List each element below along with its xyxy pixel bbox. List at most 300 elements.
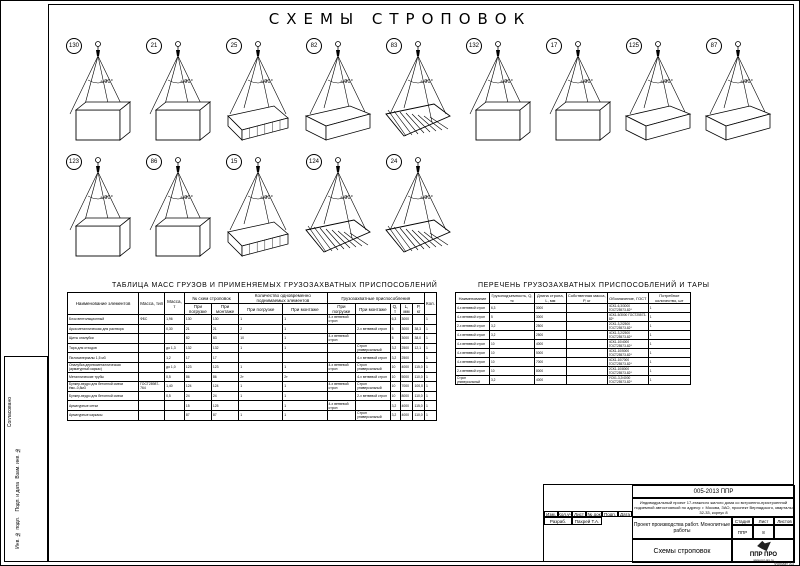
sling-diagram-123 [60, 152, 136, 264]
table-cell: 82 [184, 334, 211, 344]
table-cell: 1 [648, 304, 690, 313]
sheet-name: Схемы строповок [632, 539, 732, 563]
table-cell: 2т [283, 372, 327, 382]
table-cell: 4-х ветвевой строп [456, 340, 490, 349]
table-cell: 3,2 [490, 331, 535, 340]
table-cell: 2 [239, 324, 283, 334]
table-header-cell: Масса, т [165, 293, 185, 315]
svg-text:≈90°: ≈90° [580, 79, 594, 85]
diagram-number: 87 [706, 38, 722, 54]
table-cell: 1 [239, 391, 283, 401]
table-row [68, 391, 437, 401]
table-header-cell: Грузоподъемность, Q, тс [490, 293, 535, 304]
table-subheader-cell: L, мм [400, 304, 413, 315]
col-date: Дата [618, 511, 632, 517]
table-row [456, 349, 691, 358]
svg-text:≈90°: ≈90° [420, 79, 434, 85]
table-cell: 5 [490, 313, 535, 322]
table-cell: 10 [390, 372, 400, 382]
table-cell: 1 [239, 410, 283, 420]
table-row [68, 324, 437, 334]
table-cell: 1 [424, 343, 436, 353]
table-cell: Арматурные сетки [68, 401, 139, 411]
format-label: Формат А3 [773, 561, 794, 566]
company-logo-icon [755, 540, 773, 552]
company-site: www.ppr-pro.ru [753, 558, 774, 562]
table-header-cell: Собственная масса, P, кг [567, 293, 606, 303]
table-cell: 1 [424, 391, 436, 401]
table-header-cell: Наименование элементов [68, 293, 139, 315]
table-cell: 2500 [400, 353, 413, 363]
title-block [543, 484, 794, 562]
table-cell: 110,0 [413, 372, 425, 382]
table-cell: 124 [211, 382, 238, 392]
table-cell: 2СК1-3,2/2500 ГОСТ25573-82* [607, 322, 648, 331]
doc-code: 005-2013 ППР [632, 485, 795, 498]
table-cell [566, 349, 607, 358]
table-cell: 1 [283, 324, 327, 334]
table-header-cell: Кол. [424, 293, 436, 315]
svg-text:≈90°: ≈90° [100, 79, 114, 85]
table-cell: 1 [424, 401, 436, 411]
sling-diagram-82 [300, 36, 376, 148]
company-logo [732, 539, 795, 563]
table-cell: 4СК1-6,3/3000 ГОСТ25573-82* [607, 304, 648, 313]
table-row [456, 331, 691, 340]
table-cell: 4-х ветвевой строп [456, 358, 490, 367]
table-cell: 1 [648, 313, 690, 322]
table-header-cell: Количество одновременно поднимаемых элементов [239, 293, 327, 304]
table-cell: 110,0 [413, 391, 425, 401]
table-subheader-cell: При погрузке [239, 304, 283, 315]
project-description: Индивидуальный проект 17-этажного жилого дома со встроенно-пристроенной подземной автостоянкой по адресу: г. Москва, ЗАО, проспект Вернадского, кварталы 32-33, корпус 8 [632, 498, 795, 517]
table-cell: Строп универсальный [356, 343, 390, 353]
diagram-number: 24 [386, 154, 402, 170]
sling-diagram-86 [140, 152, 216, 264]
table-cell: 1 [283, 410, 327, 420]
table-cell: 3,2 [390, 410, 400, 420]
table-cell: 0,30 [165, 324, 185, 334]
table-cell [139, 334, 165, 344]
table-cell: 24 [184, 391, 211, 401]
equipment-table [455, 292, 691, 385]
table-cell: 10 [490, 349, 535, 358]
svg-text:≈90°: ≈90° [420, 195, 434, 201]
table-cell: 10 [490, 340, 535, 349]
table-cell: 3,2 [490, 376, 535, 385]
table-cell [139, 362, 165, 372]
table-cell: 17 [184, 353, 211, 363]
left-approval-strip [4, 356, 48, 562]
table-cell [139, 401, 165, 411]
diagram-number: 25 [226, 38, 242, 54]
table-cell [356, 315, 390, 325]
table-row [68, 334, 437, 344]
table-cell: 2500 [400, 343, 413, 353]
table-cell: 24 [211, 391, 238, 401]
table-cell [327, 410, 356, 420]
diagram-number: 86 [146, 154, 162, 170]
table-subheader-cell: P, кг [413, 304, 425, 315]
table-cell: 1 [648, 349, 690, 358]
sling-diagram-125 [620, 36, 696, 148]
table-cell: 1,40 [165, 382, 185, 392]
table-row [68, 382, 437, 392]
table-cell [139, 391, 165, 401]
table-row [456, 367, 691, 376]
table-cell: 1 [283, 391, 327, 401]
table-subheader-cell: При погрузке [327, 304, 356, 315]
sheet-value: 8 [753, 525, 774, 539]
table-cell [139, 353, 165, 363]
table-cell [566, 331, 607, 340]
table-cell: 4-х ветвевой строп [456, 304, 490, 313]
table-cell: 4СК1-10/4000 ГОСТ25573-82* [607, 340, 648, 349]
company-name: ППР ПРО [749, 552, 778, 558]
sling-diagram-21 [140, 36, 216, 148]
table-cell: 5000 [535, 349, 567, 358]
table-row [68, 353, 437, 363]
table-cell [327, 324, 356, 334]
col-sheet: Лист [572, 511, 586, 517]
svg-text:≈90°: ≈90° [500, 79, 514, 85]
table-row [456, 340, 691, 349]
diagram-number: 124 [306, 154, 322, 170]
table-cell: 3,2 [390, 353, 400, 363]
table-cell: до 1,3 [165, 343, 185, 353]
diagram-number: 15 [226, 154, 242, 170]
table-cell: до 1,0 [165, 362, 185, 372]
table-cell: 2-х ветвевой строп [356, 324, 390, 334]
table-row [68, 372, 437, 382]
table-cell: УСК1-3,2/4000 ГОСТ25573-82* [607, 376, 648, 385]
svg-text:≈90°: ≈90° [100, 195, 114, 201]
table-cell: Строп универсальный [356, 410, 390, 420]
table-cell: Арматурные каркасы [68, 410, 139, 420]
table-cell: 4-х ветвевой строп [327, 334, 356, 344]
table-cell: 1 [424, 372, 436, 382]
col-rev: Изм. [544, 511, 558, 517]
diagram-number: 123 [66, 154, 82, 170]
sheets-value [774, 525, 795, 539]
table-cell: 1 [648, 376, 690, 385]
table-header-cell: Длина стропа, L, мм [535, 293, 567, 304]
sling-diagram-132 [460, 36, 536, 148]
table-cell: 0,5 [165, 391, 185, 401]
table-row [456, 358, 691, 367]
table-cell: 3,2 [390, 401, 400, 411]
svg-text:≈90°: ≈90° [660, 79, 674, 85]
sling-diagram-87 [700, 36, 776, 148]
diagram-number: 83 [386, 38, 402, 54]
table-cell: 87 [211, 410, 238, 420]
table-cell: 6,3 [390, 315, 400, 325]
diagram-number: 21 [146, 38, 162, 54]
table-cell: 4СК1-10/7000 ГОСТ25573-82* [607, 358, 648, 367]
table-cell: 1,2 [165, 353, 185, 363]
table-cell [327, 353, 356, 363]
table-row [456, 313, 691, 322]
table-cell: 3000 [535, 313, 567, 322]
col-doc: № док [587, 511, 601, 517]
table-cell: 2500 [535, 322, 567, 331]
table-header-cell: Масса, тип [139, 293, 165, 315]
table-cell: 86 [184, 372, 211, 382]
table-cell: 10 [490, 367, 535, 376]
table-cell: 10 [239, 334, 283, 344]
table-cell: 2-х ветвевой строп [356, 391, 390, 401]
table-cell: 4000 [400, 410, 413, 420]
table-cell: 132 [184, 343, 211, 353]
table-subheader-cell: При монтаже [356, 304, 390, 315]
sling-diagram-15 [220, 152, 296, 264]
svg-text:≈90°: ≈90° [340, 195, 354, 201]
table-cell: 1 [648, 340, 690, 349]
table-cell: 1 [283, 401, 327, 411]
strip-label-inv: Инв. № подл. [15, 517, 21, 549]
table-cell: Бункер-ведро для бетонной смеси ёмк.-0,8м3 [68, 382, 139, 392]
table-header-cell: Грузозахватные приспособления [327, 293, 424, 304]
table-cell: 38,3 [413, 324, 425, 334]
stage-header: Стадия [732, 517, 753, 525]
table-cell: 1 [239, 362, 283, 372]
table-subheader-cell: При монтаже [283, 304, 327, 315]
table-row [68, 410, 437, 420]
sling-diagram-17 [540, 36, 616, 148]
table-cell: 12,1 [413, 343, 425, 353]
table-cell: 1 [648, 358, 690, 367]
table-row [68, 362, 437, 372]
table-cell: 21 [184, 324, 211, 334]
table-cell [139, 343, 165, 353]
table-cell: Блок вентиляционный [68, 315, 139, 325]
table-cell: 8000 [400, 391, 413, 401]
table-cell: 1 [424, 353, 436, 363]
table-cell [566, 304, 607, 313]
table-cell: 4-х ветвевой строп [356, 353, 390, 363]
table-cell: 4000 [400, 401, 413, 411]
table-cell [165, 401, 185, 411]
table-cell: ФБС [139, 315, 165, 325]
sheet-header: Лист [753, 517, 774, 525]
table-cell [413, 315, 425, 325]
table-cell: 87 [184, 410, 211, 420]
table-cell: 115,0 [413, 362, 425, 372]
table-row [68, 343, 437, 353]
table-cell: 4-х ветвевой строп [327, 315, 356, 325]
table-cell: 5 [390, 334, 400, 344]
diagram-number: 132 [466, 38, 482, 54]
table-subheader-cell: При монтаже [211, 304, 238, 315]
page-title: СХЕМЫ СТРОПОВОК [268, 10, 532, 28]
table-cell: Бункер-ведро для бетонной смеси [68, 391, 139, 401]
table-header-cell: Наименование [456, 293, 490, 304]
table-cell: Опалубка деревометаллическая (арматурный каркас) [68, 362, 139, 372]
table-cell: 10 [390, 382, 400, 392]
table-cell: 3,2 [390, 343, 400, 353]
table-cell: 1 [424, 382, 436, 392]
table-cell [356, 401, 390, 411]
table-cell: 5000 [400, 372, 413, 382]
table-cell [239, 401, 283, 411]
table-cell: 21 [211, 324, 238, 334]
table-cell [356, 334, 390, 344]
table-cell: 1 [283, 382, 327, 392]
table-cell [165, 410, 185, 420]
table-cell [165, 334, 185, 344]
svg-text:≈90°: ≈90° [180, 195, 194, 201]
table-cell: 1 [424, 334, 436, 344]
table-cell: 1 [648, 322, 690, 331]
table-cell: 100,0 [413, 382, 425, 392]
table-cell: 83 [211, 334, 238, 344]
diagram-number: 17 [546, 38, 562, 54]
table-cell: 115,0 [413, 401, 425, 411]
table-cell: Арка металлическая для раствора [68, 324, 139, 334]
developer-name: Пахрей Т.А. [572, 517, 602, 525]
table-cell: 1 [648, 367, 690, 376]
table-cell [283, 353, 327, 363]
table-cell: 4000 [400, 362, 413, 372]
strip-label-agreed: Согласовано [7, 397, 13, 428]
table-cell: 4СК1-5/3000 ГОСТ25573-82* [608, 313, 647, 321]
table-cell: 1 [424, 410, 436, 420]
table-cell: 2-х ветвевой строп [456, 322, 490, 331]
table-cell: 130 [184, 315, 211, 325]
table-header-row [456, 293, 691, 304]
table-cell: 4-х ветвевой строп [327, 401, 356, 411]
table-cell: 1 [283, 343, 327, 353]
table-cell: 4-х ветвевой строп [456, 313, 490, 322]
table-cell [327, 391, 356, 401]
diagram-number: 130 [66, 38, 82, 54]
right-table-title: ПЕРЕЧЕНЬ ГРУЗОЗАХВАТНЫХ ПРИСПОСОБЛЕНИЙ И ТАРЫ [478, 282, 710, 289]
table-cell: 1 [283, 315, 327, 325]
table-cell: 0,5 [165, 372, 185, 382]
table-cell: Строп универсальный [456, 376, 490, 385]
table-cell: 8000 [535, 367, 567, 376]
table-cell [413, 353, 425, 363]
table-cell: 38,0 [413, 334, 425, 344]
table-cell: 2500 [535, 331, 567, 340]
table-header-cell: Потребное количество, шт [648, 293, 690, 304]
col-count: Кол.уч [558, 511, 572, 517]
table-cell: Пиломатериалы 1,5 м3 [68, 353, 139, 363]
svg-text:≈90°: ≈90° [740, 79, 754, 85]
table-row [456, 304, 691, 313]
table-cell: 2т [239, 372, 283, 382]
table-cell [566, 358, 607, 367]
table-subheader-cell: Q, т [390, 304, 400, 315]
table-header-cell: Обозначение, ГОСТ [607, 293, 648, 304]
table-cell: 3000 [535, 304, 567, 313]
table-cell [566, 313, 607, 322]
table-cell: Металлические трубы [68, 372, 139, 382]
table-cell [139, 410, 165, 420]
table-cell: 130 [211, 315, 238, 325]
table-cell: 1 [283, 362, 327, 372]
stage-value: ППР [732, 525, 753, 539]
sheets-header: Листов [774, 517, 795, 525]
diagram-number: 82 [306, 38, 322, 54]
table-cell: 5 [390, 324, 400, 334]
table-cell [566, 376, 607, 385]
table-cell: 4-х ветвевой строп [456, 331, 490, 340]
table-cell: Строп универсальный [356, 382, 390, 392]
table-cell: 4СК1-3,2/2500 ГОСТ25573-82* [607, 331, 648, 340]
table-cell: Тара для отходов [68, 343, 139, 353]
table-cell: 3,2 [490, 322, 535, 331]
svg-text:≈90°: ≈90° [260, 195, 274, 201]
strip-label-sign: Подп. и дата [15, 482, 21, 512]
table-cell: 7000 [535, 358, 567, 367]
table-cell: 3000 [400, 334, 413, 344]
sling-diagram-130 [60, 36, 136, 148]
table-cell: 86 [211, 372, 238, 382]
svg-text:≈90°: ≈90° [180, 79, 194, 85]
table-cell [239, 353, 283, 363]
table-cell: Строп универсальный [356, 362, 390, 372]
table-cell: 10 [490, 358, 535, 367]
table-header-row [68, 293, 437, 304]
table-subheader-cell: При погрузке [184, 304, 211, 315]
table-cell: 3000 [400, 324, 413, 334]
table-cell: 1 [239, 315, 283, 325]
table-cell: 4-х ветвевой строп [456, 349, 490, 358]
table-cell [327, 372, 356, 382]
table-cell: 4000 [535, 376, 567, 385]
table-cell [139, 324, 165, 334]
sling-diagram-124 [300, 152, 376, 264]
developer-label: Разраб. [544, 517, 572, 525]
table-cell: 132 [211, 343, 238, 353]
table-cell: 4-х ветвевой строп [327, 382, 356, 392]
table-cell: 7000 [400, 382, 413, 392]
table-cell: 1,96 [165, 315, 185, 325]
col-sign: Подп. [602, 511, 618, 517]
loads-table [67, 292, 437, 421]
sling-diagram-24 [380, 152, 456, 264]
table-cell: ГОСТ28987-764 [139, 382, 165, 392]
table-row [456, 376, 691, 385]
sling-diagram-25 [220, 36, 296, 148]
svg-text:≈90°: ≈90° [340, 79, 354, 85]
table-cell: 1 [424, 362, 436, 372]
table-cell: 1 [239, 382, 283, 392]
table-cell: 4-х ветвевой строп [327, 362, 356, 372]
sling-diagram-83 [380, 36, 456, 148]
table-cell: 4000 [535, 340, 567, 349]
table-cell: 124 [184, 382, 211, 392]
table-cell: 4СК1-10/5000 ГОСТ25573-82* [607, 349, 648, 358]
table-cell: 125 [211, 401, 238, 411]
table-cell: 1 [239, 343, 283, 353]
table-cell [327, 343, 356, 353]
table-row [456, 322, 691, 331]
svg-text:≈90°: ≈90° [260, 79, 274, 85]
table-row [68, 401, 437, 411]
table-cell: 15 [184, 401, 211, 411]
table-row [68, 315, 437, 325]
table-header-cell: № схем строповок [184, 293, 238, 304]
table-cell: 2-х ветвевой строп [456, 367, 490, 376]
table-cell: 10 [390, 391, 400, 401]
table-cell: 6,3 [490, 304, 535, 313]
table-cell: 1 [424, 315, 436, 325]
table-cell: 110,0 [413, 410, 425, 420]
table-cell: Щиты опалубки [68, 334, 139, 344]
project-name: Проект производства работ. Монолитные работы [632, 517, 732, 539]
